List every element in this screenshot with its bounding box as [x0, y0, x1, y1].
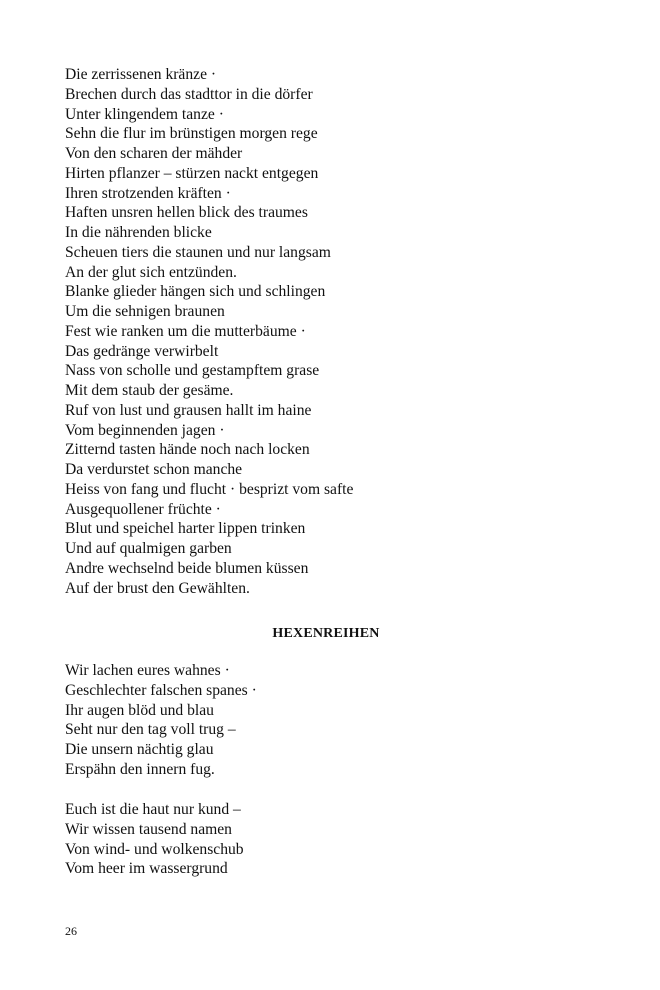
poem-line: Vom heer im wassergrund: [65, 860, 228, 878]
poem-line: Euch ist die haut nur kund –: [65, 801, 241, 818]
poem-line: Da verdurstet schon manche: [65, 461, 243, 478]
section-title: [0, 626, 660, 642]
poem-line: Mit dem staub der gesäme.: [65, 382, 234, 399]
poem-line: Wir wissen tausend namen: [65, 820, 232, 838]
page-number: 26: [65, 924, 77, 938]
poem-line: Die zerrissenen kränze ·: [65, 66, 217, 83]
poem-line: Ihren strotzenden kräften ·: [65, 184, 231, 202]
poem-line: Und auf qualmigen garben: [65, 540, 232, 557]
poem-line: Um die sehnigen braunen: [65, 303, 225, 320]
poem-line: Andre wechselnd beide blumen küssen: [65, 559, 309, 577]
hexenreihen-stanza-1: [65, 661, 625, 780]
poem-line: Von wind- und wolkenschub: [65, 840, 244, 858]
poem-line: Fest wie ranken um die mutterbäume ·: [65, 322, 306, 340]
poem-line: Die unsern nächtig glau: [65, 741, 214, 758]
poem-line: Ihr augen blöd und blau: [65, 701, 214, 719]
poem-line: Wir lachen eures wahnes ·: [65, 662, 230, 679]
poem-line: Blut und speichel harter lippen trinken: [65, 520, 306, 538]
poem-line: Geschlechter falschen spanes ·: [65, 681, 257, 699]
poem-line: Erspähn den innern fug.: [65, 760, 215, 778]
poem-line: Unter klingendem tanze ·: [65, 105, 224, 123]
poem-line: Haften unsren hellen blick des traumes: [65, 204, 308, 222]
poem-line: Das gedränge verwirbelt: [65, 342, 219, 360]
poem-line: Nass von scholle und gestampftem grase: [65, 362, 320, 380]
poem-line: Vom beginnenden jagen ·: [65, 421, 225, 439]
poem-line: An der glut sich entzünden.: [65, 263, 237, 281]
poem-line: Auf der brust den Gewählten.: [65, 579, 250, 597]
poem-line: Seht nur den tag voll trug –: [65, 721, 236, 739]
poem-line: Ruf von lust und grausen hallt im haine: [65, 401, 312, 419]
poem-line: In die nährenden blicke: [65, 224, 212, 241]
poem-line: Hirten pflanzer – stürzen nackt entgegen: [65, 164, 319, 182]
poem-line: Scheuen tiers die staunen und nur langsam: [65, 243, 331, 261]
hexenreihen-stanza-2: [65, 800, 625, 879]
poem-line: Brechen durch das stadttor in die dörfer: [65, 85, 313, 103]
section-title-text: HEXENREIHEN: [272, 626, 380, 641]
poem-line: Von den scharen der mähder: [65, 145, 243, 162]
poem-line: Sehn die flur im brünstigen morgen rege: [65, 125, 318, 143]
poem-line: Zitternd tasten hände noch nach locken: [65, 441, 310, 459]
poem-line: Ausgequollener früchte ·: [65, 500, 221, 518]
poem-line: Heiss von fang und flucht · besprizt vom safte: [65, 480, 354, 498]
poem-continued-stanza: [65, 65, 625, 598]
poem-line: Blanke glieder hängen sich und schlingen: [65, 283, 326, 301]
